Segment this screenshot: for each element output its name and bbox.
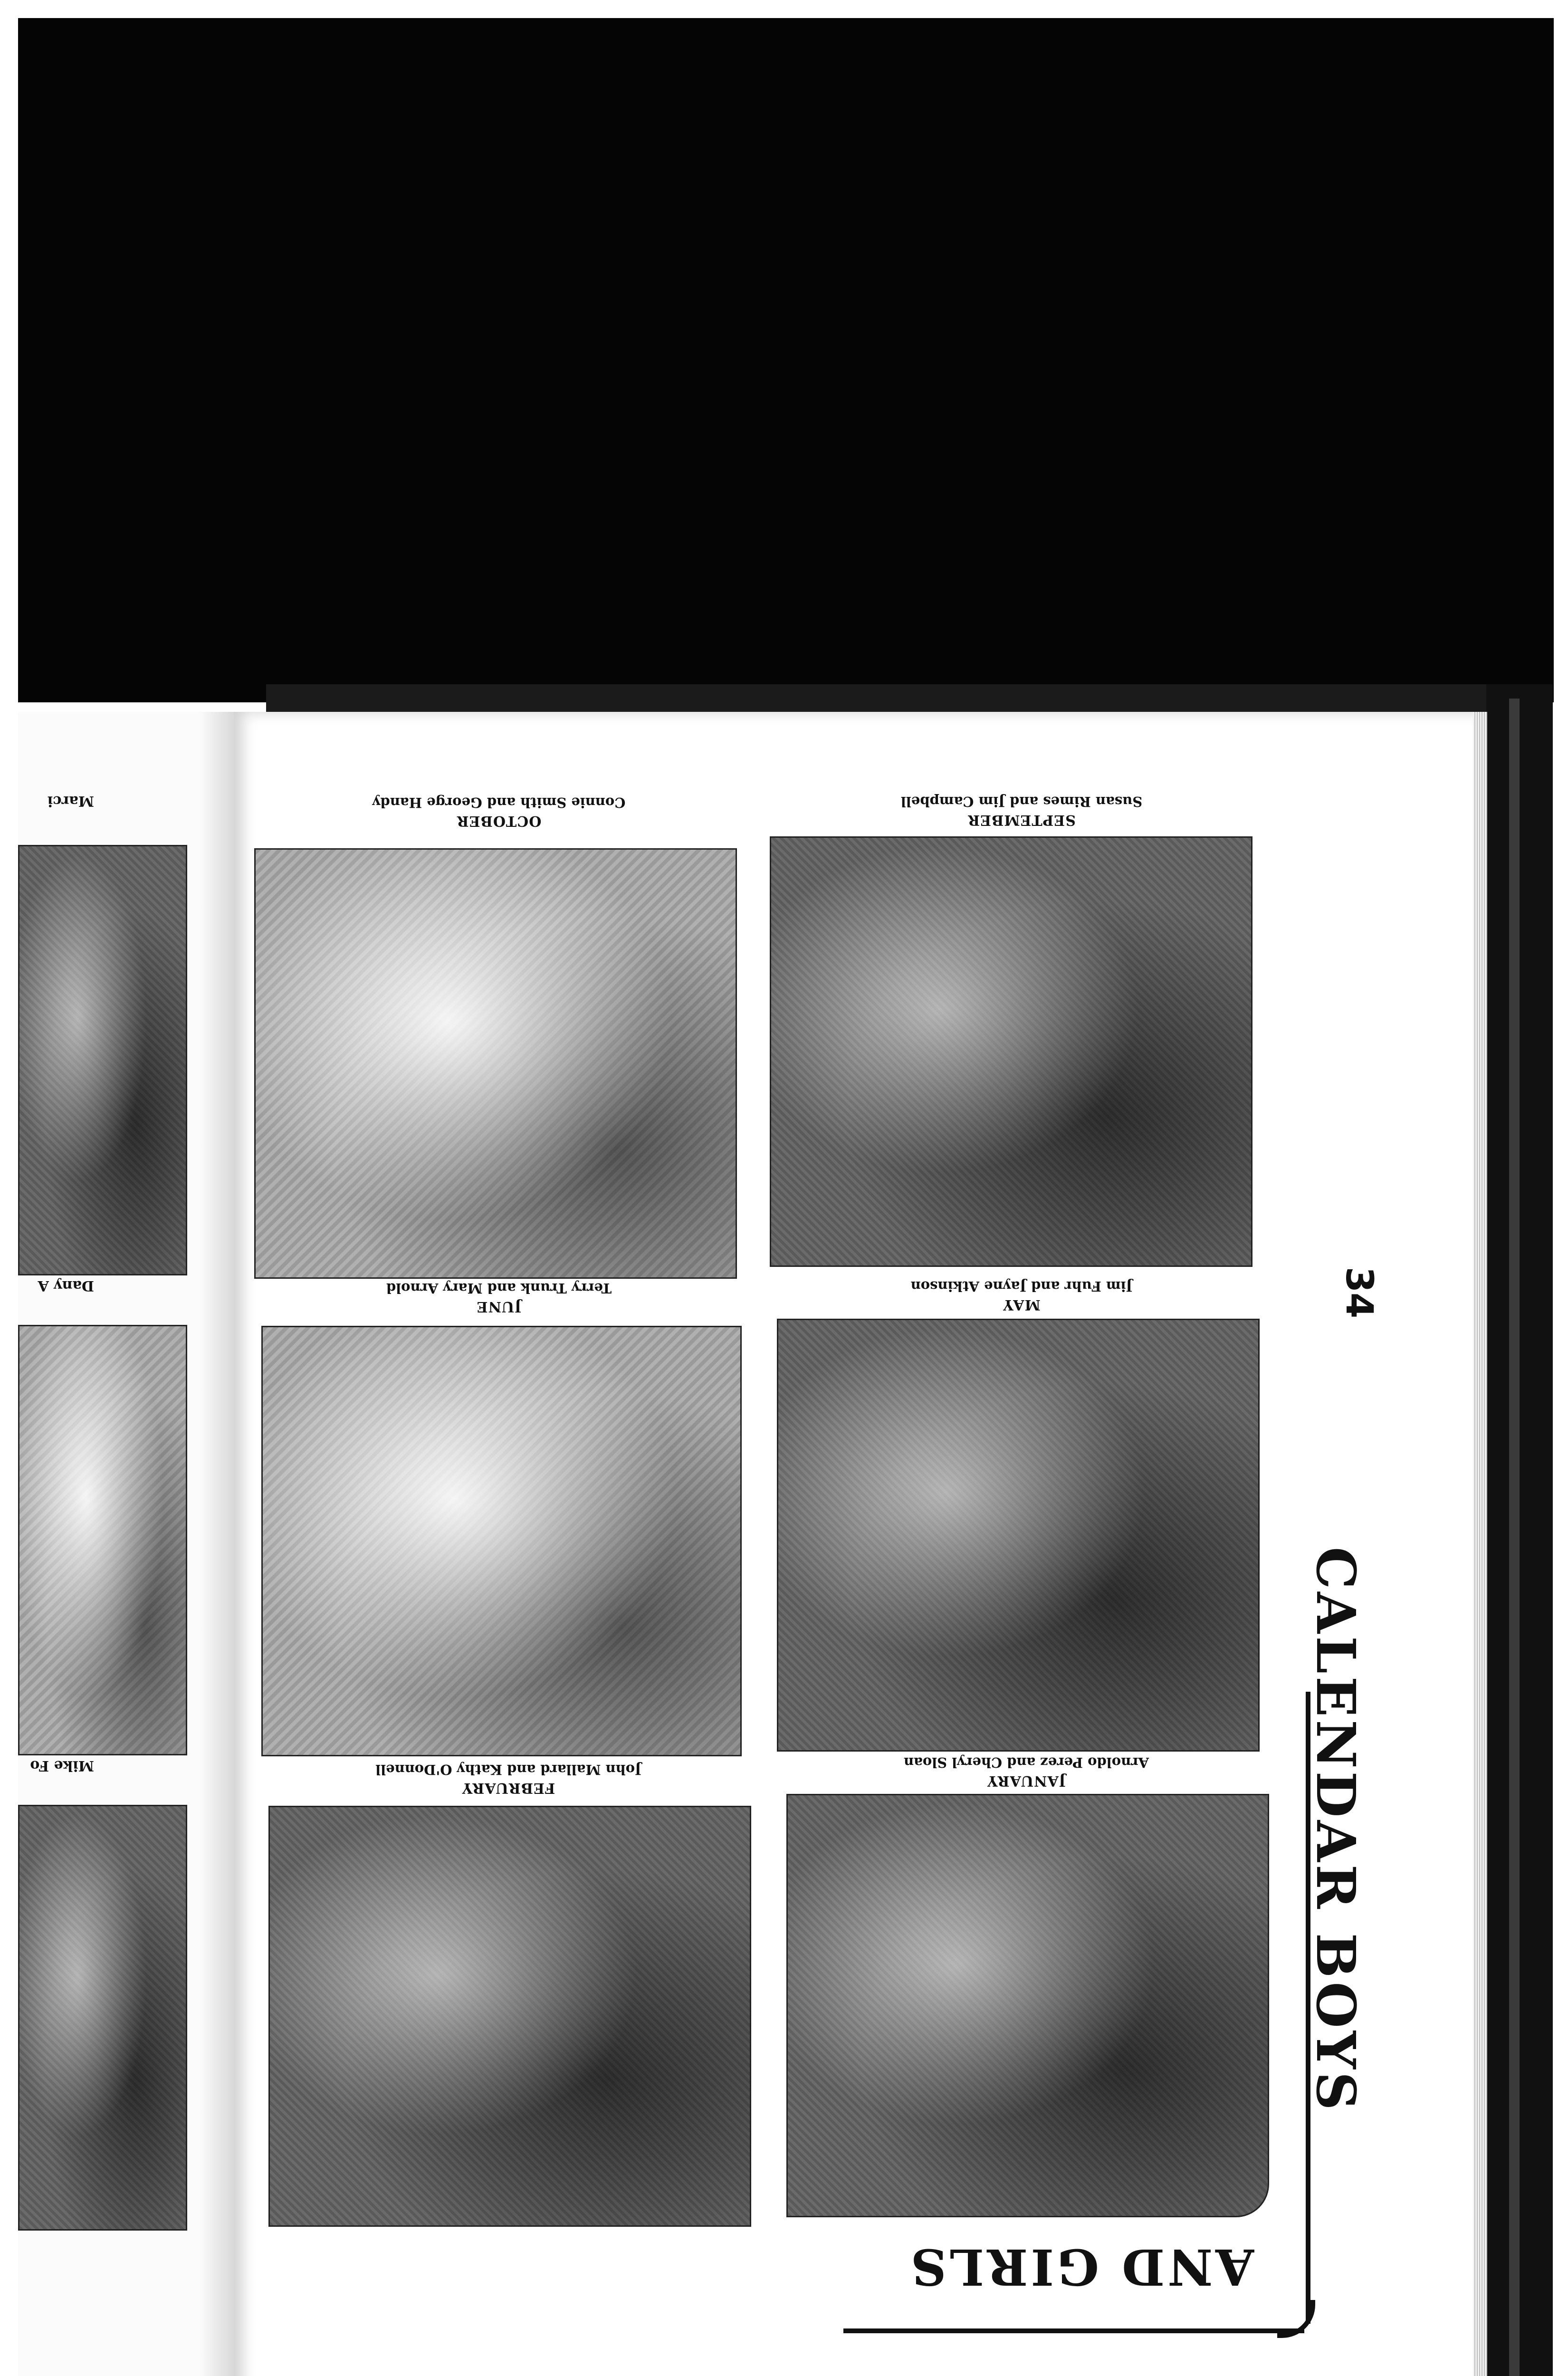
caption-october xyxy=(285,794,713,830)
previous-page-photo-1 xyxy=(18,845,187,1275)
photo-may xyxy=(777,1319,1260,1752)
title-rule-horizontal xyxy=(843,2328,1304,2333)
photo-october xyxy=(254,848,737,1279)
caption-month: JANUARY xyxy=(987,1772,1066,1789)
caption-september xyxy=(803,793,1240,829)
page-title-line-2: AND GIRLS xyxy=(908,2238,1254,2296)
previous-page-photo-3 xyxy=(18,1805,187,2231)
dark-background xyxy=(18,18,1554,702)
caption-names: Jim Fuhr and Jayne Atkinson xyxy=(910,1278,1133,1294)
caption-names: Connie Smith and George Handy xyxy=(372,795,626,811)
caption-month: FEBRUARY xyxy=(461,1780,555,1796)
caption-month: SEPTEMBER xyxy=(967,812,1076,828)
book-binding xyxy=(1486,684,1553,2376)
previous-page-caption-1: Marci xyxy=(47,793,94,809)
caption-names: Susan Rimes and Jim Campbell xyxy=(900,794,1143,810)
book-binding-edge xyxy=(1509,699,1520,2376)
caption-names: Arnoldo Perez and Cheryl Sloan xyxy=(904,1754,1149,1771)
caption-month: JUNE xyxy=(476,1298,522,1315)
previous-page-caption-3: Mike Fo xyxy=(30,1757,94,1774)
caption-month: OCTOBER xyxy=(456,813,542,829)
caption-january xyxy=(808,1753,1245,1790)
caption-names: John Mallard and Kathy O'Donnell xyxy=(375,1762,641,1778)
caption-may xyxy=(803,1277,1240,1313)
photo-january xyxy=(786,1794,1269,2217)
page-edges xyxy=(1473,712,1487,2376)
photo-february xyxy=(268,1806,751,2227)
caption-february xyxy=(290,1761,727,1797)
caption-names: Terry Trunk and Mary Arnold xyxy=(386,1280,612,1296)
book-cover-edge xyxy=(266,684,1511,712)
page-title-line-1: CALENDAR BOYS xyxy=(1304,1547,1367,2113)
previous-page-photo-2 xyxy=(18,1325,187,1755)
caption-month: MAY xyxy=(1003,1296,1041,1313)
page-number: 34 xyxy=(1338,1266,1380,1319)
previous-page-caption-2: Dany A xyxy=(38,1277,94,1294)
caption-june xyxy=(285,1279,713,1315)
photo-june xyxy=(261,1326,742,1756)
photo-september xyxy=(770,836,1252,1267)
